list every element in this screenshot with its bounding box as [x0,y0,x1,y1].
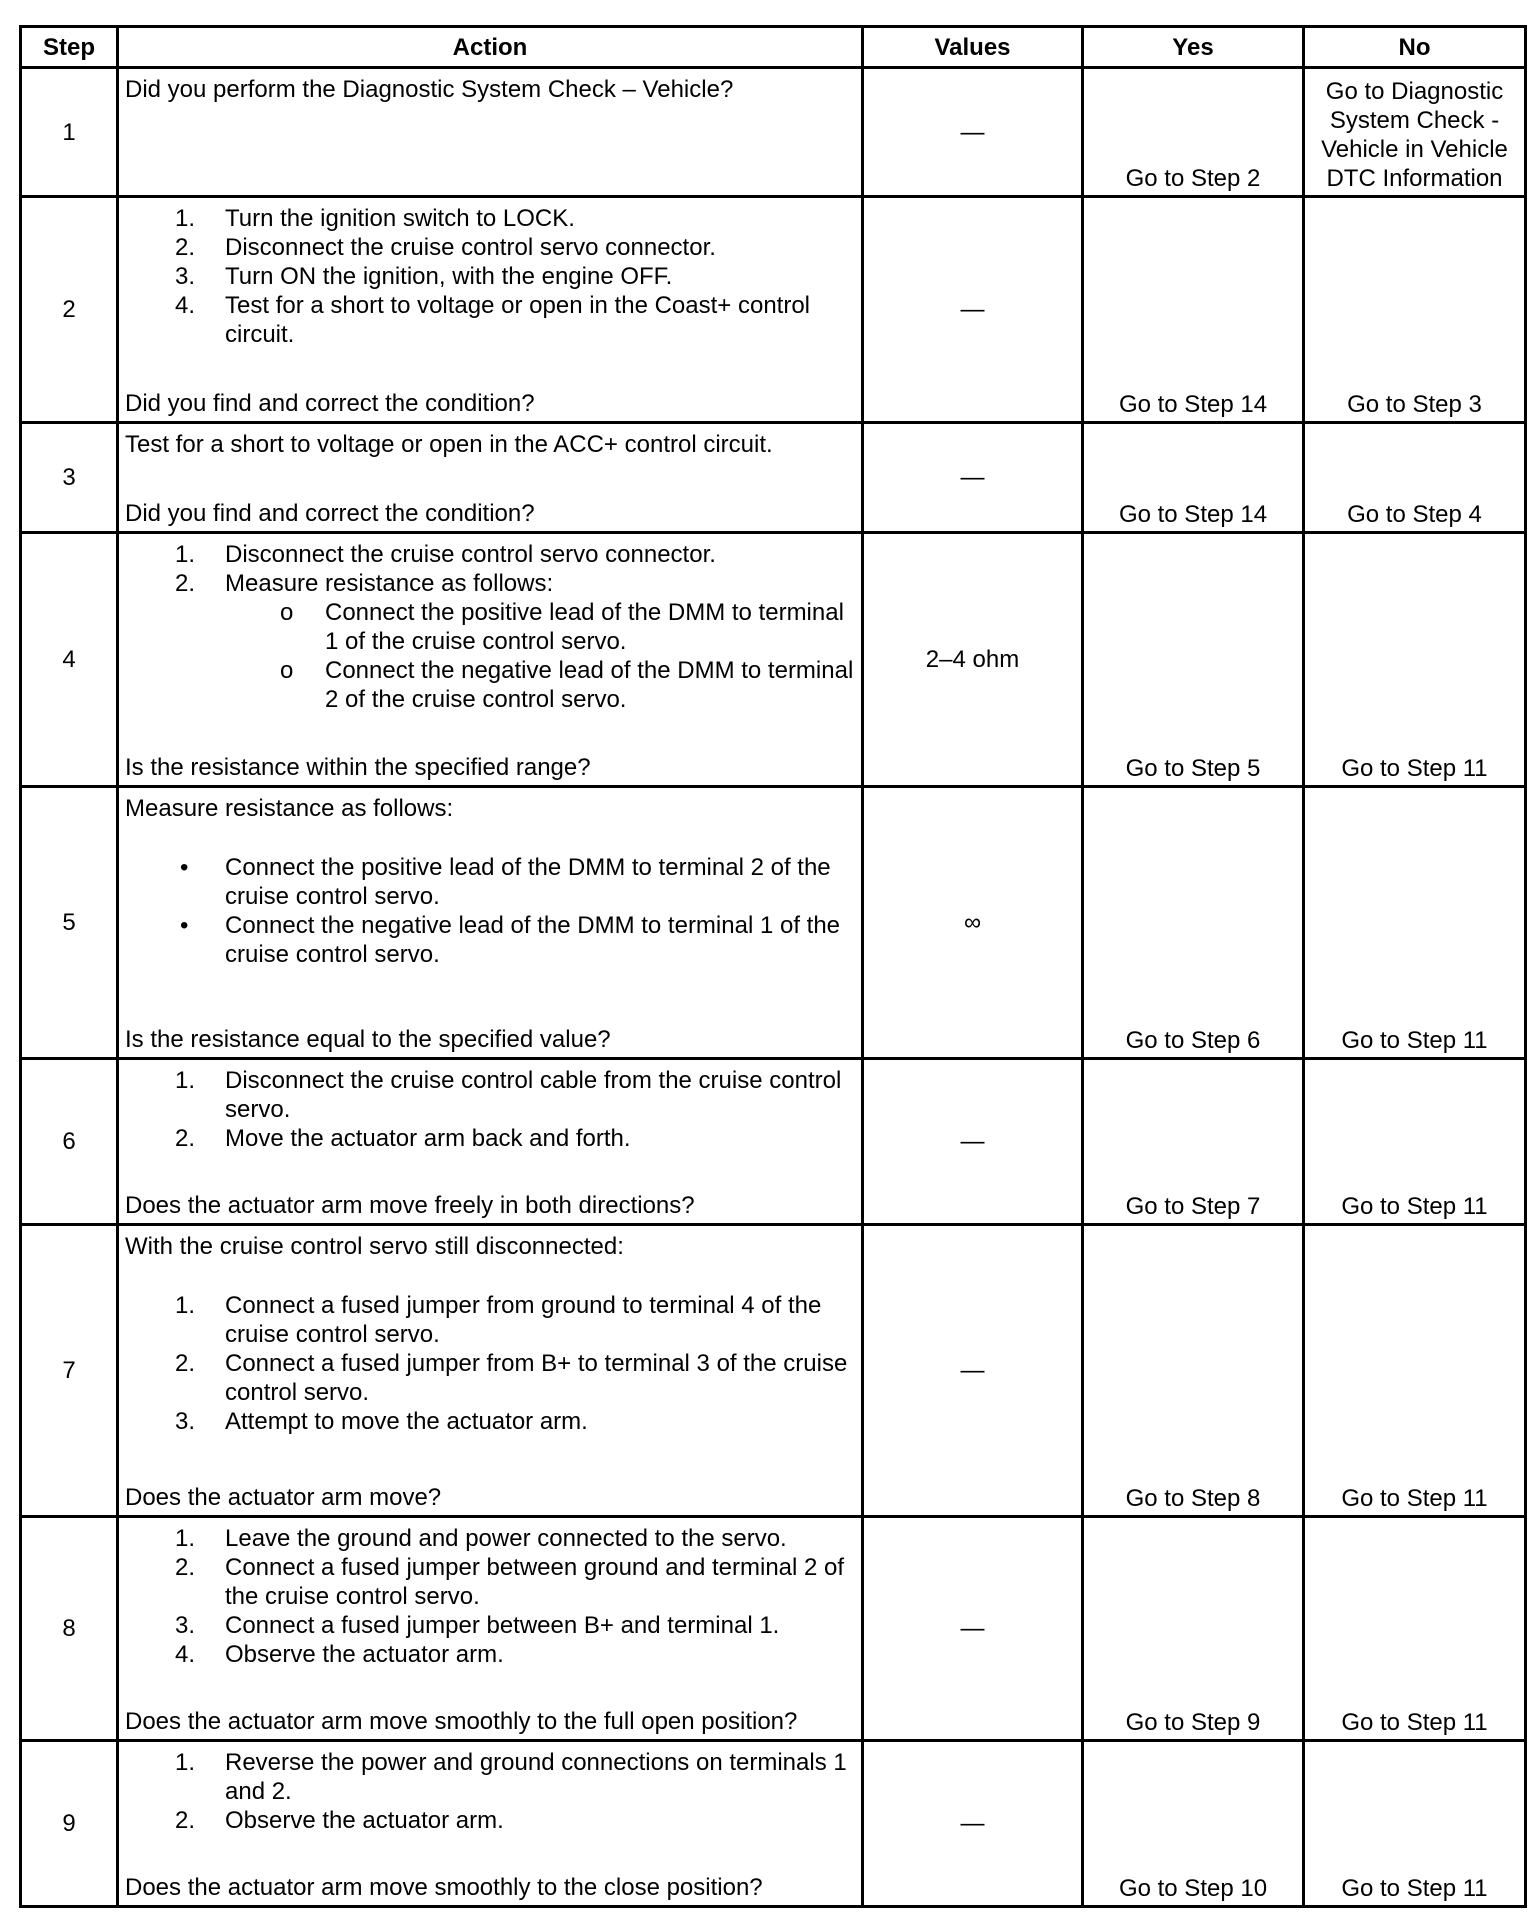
action-steps [125,1291,855,1436]
action-steps [125,1748,855,1835]
no-cell: Go to Step 11 [1304,1225,1526,1517]
values-cell: — [863,1517,1083,1741]
action-cell [118,68,863,197]
action-cell [118,787,863,1059]
table-row [21,423,1526,533]
no-cell: Go to Step 11 [1304,533,1526,787]
yes-cell: Go to Step 14 [1083,197,1304,423]
action-question: Does the actuator arm move? [125,1484,442,1511]
action-question: Does the actuator arm move smoothly to the full open position? [125,1708,798,1735]
action-intro: Measure resistance as follows: [125,795,454,822]
action-cell [118,1059,863,1225]
list-item: 1. Connect a fused jumper from ground to terminal 4 of the cruise control servo. [175,1292,822,1348]
header-values: Values [863,27,1083,68]
step-number: 3 [21,423,118,533]
step-number: 5 [21,787,118,1059]
values-cell: — [863,197,1083,423]
step-number: 9 [21,1741,118,1907]
action-steps [125,1066,855,1153]
step-number: 8 [21,1517,118,1741]
list-item: 1. Disconnect the cruise control servo connector. [175,541,716,568]
list-item: o Connect the positive lead of the DMM to terminal 1 of the cruise control servo. [280,599,844,655]
table-row [21,787,1526,1059]
action-cell [118,1517,863,1741]
no-cell: Go to Step 11 [1304,787,1526,1059]
no-cell: Go to Step 11 [1304,1059,1526,1225]
yes-cell: Go to Step 7 [1083,1059,1304,1225]
list-item: 2. Measure resistance as follows: o Connect the positive lead of the DMM to terminal 1 of the cruise control servo. o Connect the negative lead of the DMM to terminal 2 of the cruise control servo. [125,569,855,714]
list-item: • Connect the positive lead of the DMM to terminal 2 of the cruise control servo. [180,854,831,910]
action-steps [125,1524,855,1669]
yes-cell: Go to Step 2 [1083,68,1304,197]
list-item: 2. Move the actuator arm back and forth. [175,1125,631,1152]
list-item: o Connect the negative lead of the DMM to terminal 2 of the cruise control servo. [280,657,854,713]
table-row [21,1225,1526,1517]
action-intro: With the cruise control servo still disconnected: [125,1233,624,1260]
list-item: • Connect the negative lead of the DMM to terminal 1 of the cruise control servo. [180,912,841,968]
list-item: 4. Observe the actuator arm. [175,1641,504,1668]
header-yes: Yes [1083,27,1304,68]
table-row [21,533,1526,787]
header-action: Action [118,27,863,68]
list-item: 1. Reverse the power and ground connections on terminals 1 and 2. [175,1749,847,1805]
list-item: 1. Leave the ground and power connected to the servo. [175,1525,787,1552]
list-item: 2. Disconnect the cruise control servo connector. [175,234,716,261]
yes-cell: Go to Step 8 [1083,1225,1304,1517]
values-cell: — [863,423,1083,533]
action-question: Is the resistance within the specified range? [125,754,591,781]
step-number: 2 [21,197,118,423]
action-cell [118,197,863,423]
action-intro: Did you perform the Diagnostic System Check – Vehicle? [125,76,734,103]
action-question: Is the resistance equal to the specified value? [125,1026,611,1053]
action-steps [125,204,855,349]
step-number: 6 [21,1059,118,1225]
list-item: 3. Attempt to move the actuator arm. [175,1408,588,1435]
sub-list [225,598,855,714]
action-cell [118,1225,863,1517]
no-cell: Go to Step 3 [1304,197,1526,423]
yes-cell: Go to Step 10 [1083,1741,1304,1907]
values-cell: — [863,1225,1083,1517]
table-row [21,1741,1526,1907]
list-item: 3. Connect a fused jumper between B+ and terminal 1. [175,1612,780,1639]
action-question: Did you find and correct the condition? [125,390,535,417]
action-bullets [125,853,855,969]
no-cell: Go to Step 11 [1304,1517,1526,1741]
no-cell: Go to Diagnostic System Check - Vehicle in Vehicle DTC Information [1304,68,1526,197]
header-step: Step [21,27,118,68]
action-cell [118,1741,863,1907]
list-item: 1. Turn the ignition switch to LOCK. [175,205,575,232]
step-number: 1 [21,68,118,197]
step-number: 7 [21,1225,118,1517]
table-row [21,1517,1526,1741]
diagnostic-table [19,25,1527,1908]
yes-cell: Go to Step 14 [1083,423,1304,533]
action-question: Does the actuator arm move smoothly to the close position? [125,1874,763,1901]
list-item: 1. Disconnect the cruise control cable from the cruise control servo. [175,1067,842,1123]
list-item: 2. Connect a fused jumper from B+ to terminal 3 of the cruise control servo. [175,1350,848,1406]
values-cell: ∞ [863,787,1083,1059]
action-cell [118,423,863,533]
no-cell: Go to Step 4 [1304,423,1526,533]
action-question: Did you find and correct the condition? [125,500,535,527]
table-row [21,1059,1526,1225]
values-cell: — [863,1059,1083,1225]
list-item: 2. Connect a fused jumper between ground and terminal 2 of the cruise control servo. [175,1554,845,1610]
no-cell: Go to Step 11 [1304,1741,1526,1907]
action-steps [125,540,855,714]
action-cell [118,533,863,787]
action-question: Does the actuator arm move freely in both directions? [125,1192,695,1219]
yes-cell: Go to Step 6 [1083,787,1304,1059]
header-no: No [1304,27,1526,68]
values-cell: — [863,68,1083,197]
list-item: 4. Test for a short to voltage or open in the Coast+ control circuit. [175,292,810,348]
values-cell: 2–4 ohm [863,533,1083,787]
list-item: 2. Observe the actuator arm. [175,1807,504,1834]
action-intro: Test for a short to voltage or open in the ACC+ control circuit. [125,431,773,458]
step-number: 4 [21,533,118,787]
list-item: 3. Turn ON the ignition, with the engine OFF. [175,263,673,290]
values-cell: — [863,1741,1083,1907]
yes-cell: Go to Step 5 [1083,533,1304,787]
table-row [21,68,1526,197]
header-row [21,27,1526,68]
yes-cell: Go to Step 9 [1083,1517,1304,1741]
table-row [21,197,1526,423]
